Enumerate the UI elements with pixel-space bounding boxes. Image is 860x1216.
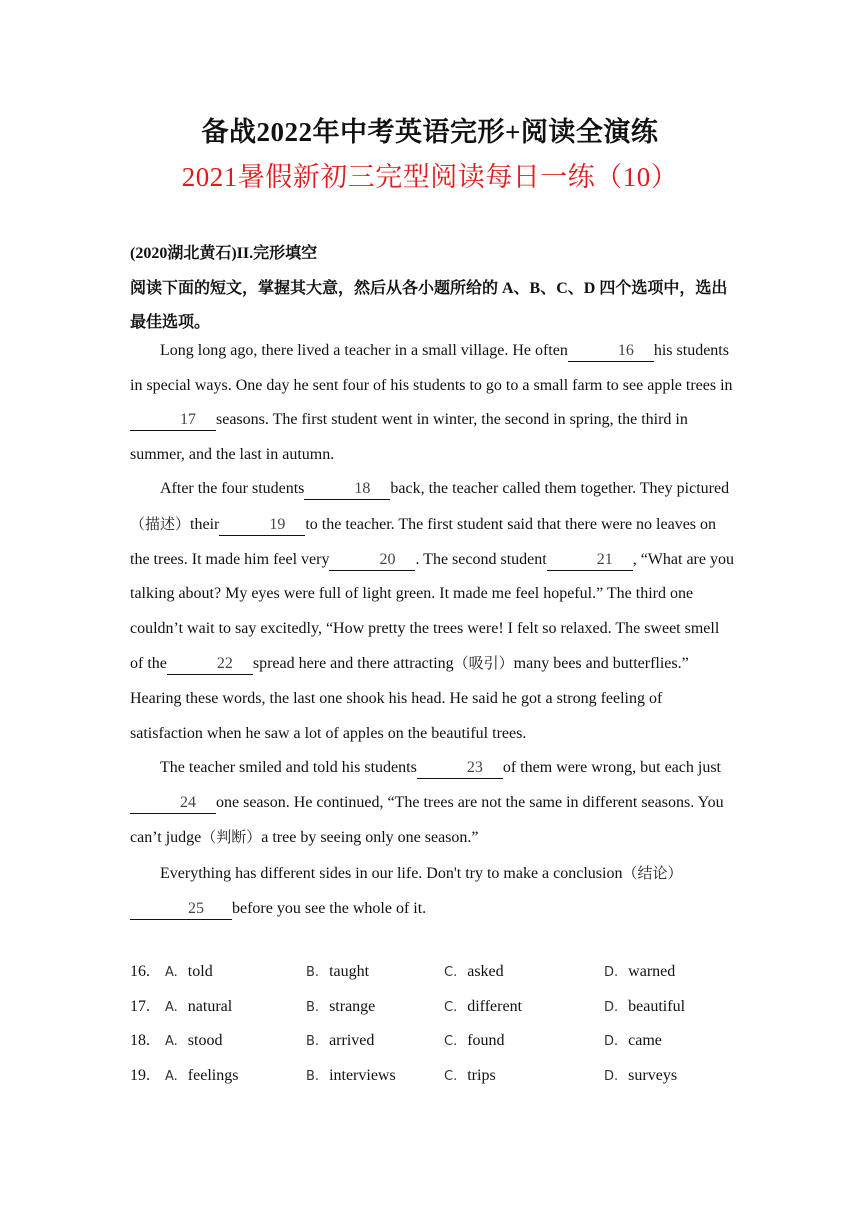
blank-16: 16	[568, 341, 654, 362]
option-text: strange	[329, 997, 376, 1015]
option-d[interactable]	[604, 955, 675, 991]
question-row-18	[130, 1024, 750, 1059]
chinese-gloss: （吸引）	[453, 654, 514, 673]
option-a[interactable]	[165, 1024, 222, 1060]
chinese-gloss: （判断）	[201, 828, 262, 847]
option-d[interactable]	[604, 1059, 677, 1095]
option-b[interactable]	[306, 1024, 374, 1060]
blank-20: 20	[329, 550, 415, 571]
text: one season. He continued, “The trees are not the same in different seasons. You can’t judge	[130, 793, 724, 847]
option-letter: B.	[306, 965, 320, 980]
option-text: came	[628, 1032, 662, 1050]
blank-21: 21	[547, 550, 633, 571]
paragraph-4	[130, 856, 736, 926]
option-letter: B.	[306, 1068, 320, 1084]
option-d[interactable]	[604, 990, 685, 1026]
option-a[interactable]	[165, 990, 232, 1026]
text: Long long ago, there lived a teacher in a small village. He often	[160, 342, 568, 359]
option-b[interactable]	[306, 955, 369, 991]
text: before you see the whole of it.	[232, 899, 427, 917]
option-letter: D.	[604, 999, 619, 1015]
text: of them were wrong, but each just	[502, 759, 721, 777]
option-text: told	[187, 963, 213, 980]
text: , “What are you talking about? My eyes were full of light green. It made me feel hopeful.” The third one couldn’t wait to say excitedly, “How pretty the trees were! I felt so relaxed. The sweet smell of the	[130, 550, 734, 673]
question-number: 19.	[130, 1066, 150, 1084]
blank-19: 19	[219, 515, 305, 536]
paragraph-1	[130, 334, 736, 472]
option-letter: B.	[306, 1034, 320, 1050]
question-row-16	[130, 955, 750, 990]
option-text: arrived	[329, 1032, 375, 1050]
text: back, the teacher called them together. They pictured	[390, 480, 730, 498]
text: . The second student	[415, 550, 547, 568]
option-letter: C.	[444, 1068, 458, 1084]
blank-18: 18	[304, 479, 390, 500]
text: After the four students	[160, 480, 305, 498]
text: spread here and there attracting	[252, 655, 454, 673]
option-text: beautiful	[628, 997, 686, 1015]
option-text: different	[467, 997, 523, 1015]
option-c[interactable]	[444, 955, 504, 991]
option-text: surveys	[628, 1066, 678, 1084]
option-text: natural	[187, 997, 233, 1015]
passage	[130, 334, 736, 926]
question-number: 17.	[130, 997, 150, 1015]
paragraph-3	[130, 751, 736, 856]
option-text: taught	[329, 963, 370, 980]
section-heading: (2020湖北黄石)II.完形填空	[130, 245, 318, 262]
text: Everything has different sides in our life. Don't try to make a conclusion	[160, 864, 623, 882]
chinese-gloss: （描述）	[130, 514, 191, 533]
option-letter: D.	[604, 965, 619, 980]
chinese-gloss: （结论）	[622, 863, 683, 882]
option-letter: A.	[165, 999, 178, 1015]
blank-23: 23	[417, 758, 503, 779]
text: The teacher smiled and told his students	[160, 759, 417, 777]
option-c[interactable]	[444, 1024, 505, 1060]
option-letter: B.	[306, 999, 320, 1015]
document-title: 备战2022年中考英语完形+阅读全演练	[201, 117, 659, 147]
text: many bees and butterflies.” Hearing these words, the last one shook his head. He said he got a strong feeling of satisfaction when he saw a lot of apples on the beautiful trees.	[130, 655, 689, 742]
option-text: asked	[467, 963, 504, 980]
option-text: warned	[628, 963, 676, 980]
option-letter: A.	[165, 965, 178, 980]
answer-options	[130, 955, 750, 1093]
text: seasons. The first student went in winter, the second in spring, the third in summer, and the last in autumn.	[130, 411, 688, 463]
option-c[interactable]	[444, 990, 522, 1026]
blank-24: 24	[130, 793, 216, 814]
text: a tree by seeing only one season.”	[261, 829, 479, 847]
document-subtitle: 2021暑假新初三完型阅读每日一练（10）	[181, 162, 679, 192]
text: their	[190, 515, 220, 533]
option-letter: D.	[604, 1068, 619, 1084]
text: his students in special ways. One day he sent four of his students to go to a small farm to see apple trees in	[130, 342, 733, 394]
question-number: 16.	[130, 963, 150, 980]
text: to the teacher. The first student said that there were no leaves on the trees. It made him feel very	[130, 515, 717, 568]
instructions: 阅读下面的短文，掌握其大意，然后从各小题所给的 A、B、C、D 四个选项中，选出最佳选项。	[130, 280, 728, 331]
paragraph-2	[130, 472, 736, 751]
blank-22: 22	[167, 654, 253, 675]
option-letter: C.	[444, 1034, 458, 1050]
option-b[interactable]	[306, 990, 375, 1026]
option-letter: D.	[604, 1034, 619, 1050]
option-text: found	[467, 1032, 505, 1050]
question-row-19	[130, 1059, 750, 1094]
option-a[interactable]	[165, 1059, 238, 1095]
question-row-17	[130, 990, 750, 1025]
option-d[interactable]	[604, 1024, 662, 1060]
option-letter: C.	[444, 999, 458, 1015]
option-text: feelings	[187, 1066, 239, 1084]
option-letter: A.	[165, 1034, 178, 1050]
option-b[interactable]	[306, 1059, 396, 1095]
option-c[interactable]	[444, 1059, 496, 1095]
option-a[interactable]	[165, 955, 213, 991]
option-text: stood	[187, 1032, 223, 1050]
option-text: interviews	[329, 1066, 396, 1084]
option-letter: C.	[444, 965, 458, 980]
question-number: 18.	[130, 1032, 150, 1050]
option-letter: A.	[165, 1068, 178, 1084]
blank-25: 25	[130, 899, 232, 920]
option-text: trips	[467, 1066, 496, 1084]
blank-17: 17	[130, 410, 216, 431]
